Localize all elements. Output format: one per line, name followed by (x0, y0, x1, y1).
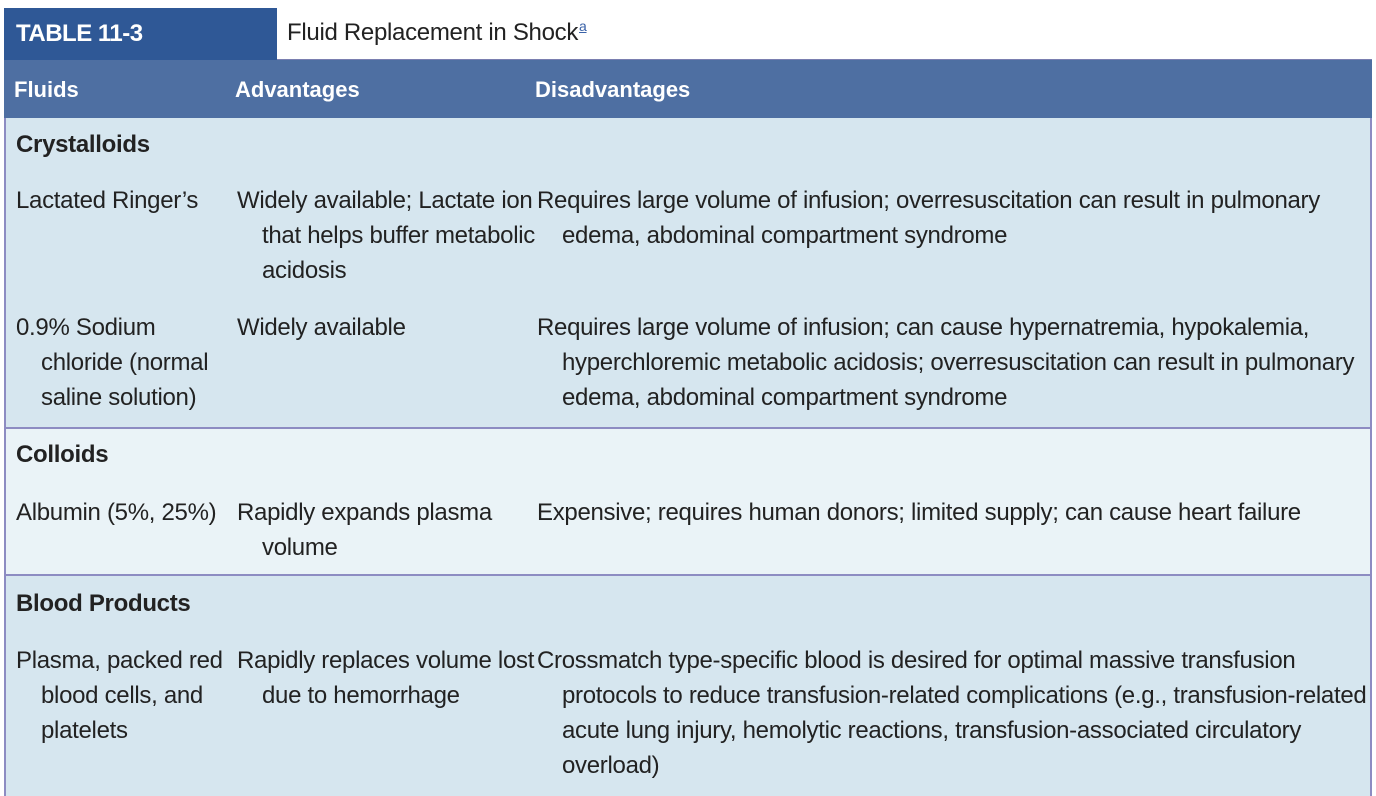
section-blood-products (4, 574, 1372, 796)
title-footnote-link[interactable]: a (579, 18, 587, 34)
section-title: Colloids (16, 441, 109, 468)
row-disadvantages: Expensive; requires human donors; limited supply; can cause heart failure (537, 499, 1301, 526)
table-label: TABLE 11-3 (4, 8, 277, 60)
row-advantages: Rapidly expands plasma volume (237, 499, 492, 561)
section-crystalloids (4, 118, 1372, 428)
header-advantages: Advantages (235, 77, 360, 102)
header-fluids: Fluids (14, 77, 79, 102)
row-fluid-name: Lactated Ringer’s (16, 187, 199, 214)
row-disadvantages: Crossmatch type-specific blood is desired for optimal massive transfusion protocols to reduce transfusion-related complications (e.g., transfusion-related acute lung injury, hemolytic reactions, transfusion-associated circulatory overload) (537, 647, 1367, 779)
table-header-row (4, 60, 1372, 118)
table-title-bar (0, 0, 1376, 60)
table-title (287, 18, 587, 47)
fluid-replacement-table (4, 60, 1372, 796)
section-title: Crystalloids (16, 131, 150, 158)
section-colloids (4, 427, 1372, 576)
row-fluid-name: Albumin (5%, 25%) (16, 499, 217, 526)
row-advantages: Widely available; Lactate ion that helps buffer metabolic acidosis (237, 187, 535, 284)
row-fluid-name: 0.9% Sodium chloride (normal saline solution) (16, 314, 209, 411)
row-fluid-name: Plasma, packed red blood cells, and platelets (16, 647, 223, 744)
row-advantages: Rapidly replaces volume lost due to hemorrhage (237, 647, 535, 709)
row-disadvantages: Requires large volume of infusion; can cause hypernatremia, hypokalemia, hyperchloremic metabolic acidosis; overresuscitation can result in pulmonary edema, abdominal compartment syndrome (537, 314, 1355, 411)
section-title: Blood Products (16, 590, 191, 617)
row-advantages: Widely available (237, 314, 406, 341)
table-title-text: Fluid Replacement in Shock (287, 19, 579, 46)
row-disadvantages: Requires large volume of infusion; overresuscitation can result in pulmonary edema, abdominal compartment syndrome (537, 187, 1320, 249)
header-disadvantages: Disadvantages (535, 77, 691, 102)
